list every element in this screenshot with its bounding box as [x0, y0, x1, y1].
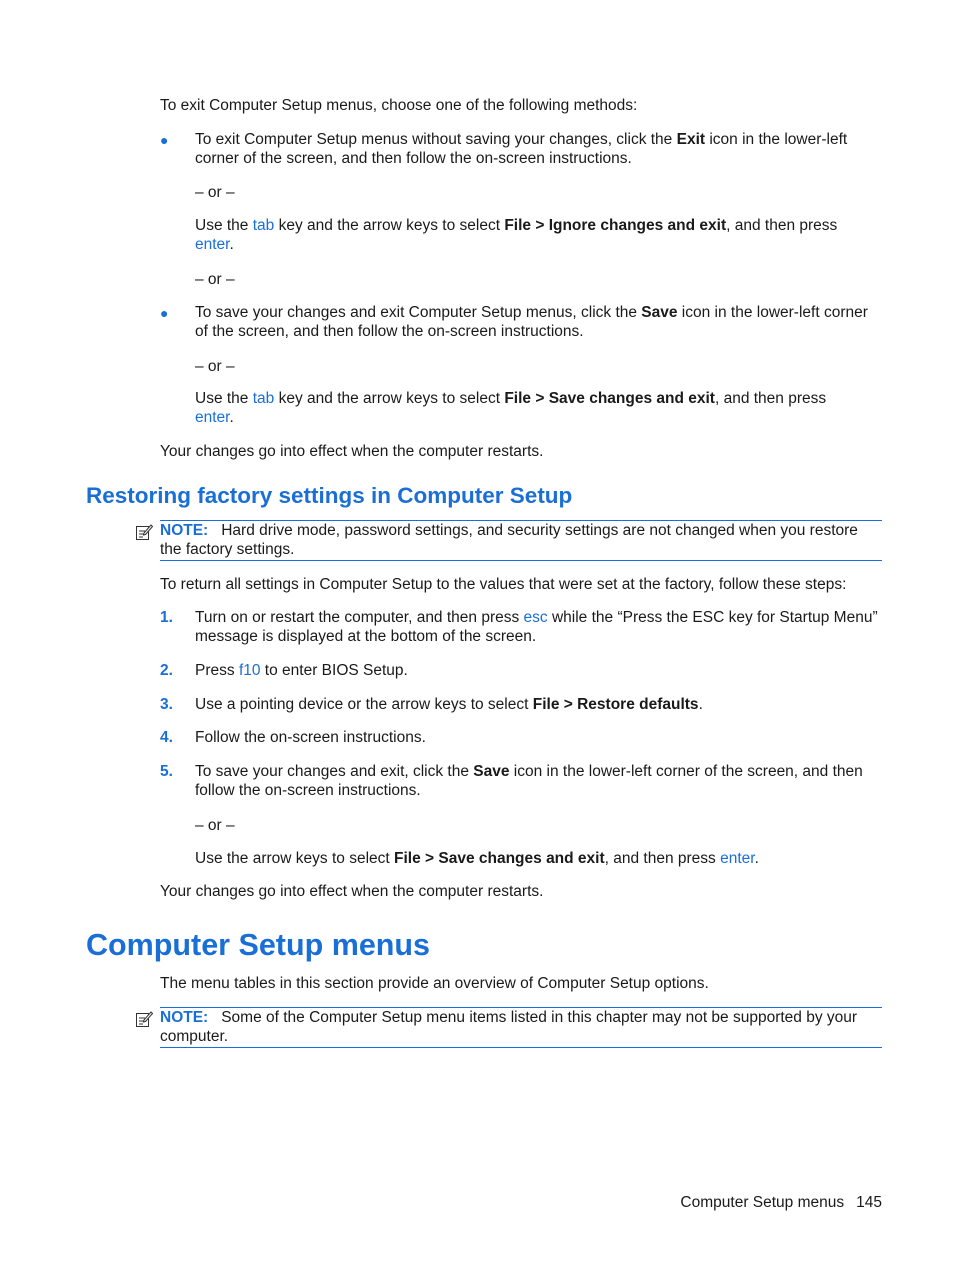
footer-title: Computer Setup menus [680, 1194, 845, 1211]
tab-key: tab [252, 217, 275, 234]
restore-intro: To return all settings in Computer Setup to the values that were set at the factory, follow these steps: [160, 576, 847, 593]
step-5-text: To save your changes and exit, click the Save icon in the lower-left corner of the screen, and then follow the on-screen instructions. [195, 763, 863, 799]
intro-text: To exit Computer Setup menus, choose one of the following methods: [160, 97, 638, 114]
note-label: NOTE: [160, 522, 209, 539]
step-4-text: Follow the on-screen instructions. [195, 729, 426, 746]
note-pencil-icon [135, 1010, 153, 1028]
step-2-text: Press f10 to enter BIOS Setup. [195, 662, 408, 679]
step-number: 4. [160, 729, 173, 746]
note-pencil-icon [135, 523, 153, 541]
section-heading-restore: Restoring factory settings in Computer Setup [86, 483, 573, 508]
tab-key: tab [252, 390, 275, 407]
note-bottom-rule [160, 560, 882, 561]
effect-text: Your changes go into effect when the computer restarts. [160, 443, 544, 460]
page-number: 145 [856, 1194, 882, 1211]
or-separator: – or – [195, 358, 235, 375]
step-3-text: Use a pointing device or the arrow keys to select File > Restore defaults. [195, 696, 703, 713]
note-label: NOTE: [160, 1009, 209, 1026]
step-number: 5. [160, 763, 173, 780]
f10-key: f10 [238, 662, 261, 679]
enter-key: enter [195, 236, 230, 253]
bullet-save-text: To save your changes and exit Computer Setup menus, click the Save icon in the lower-left corner of the screen, and then follow the on-screen instructions. [195, 304, 868, 340]
step-1-text: Turn on or restart the computer, and then press esc while the “Press the ESC key for Startup Menu” message is displayed at the bottom of the screen. [195, 609, 878, 645]
ignore-changes-text: Use the tab key and the arrow keys to select File > Ignore changes and exit, and then press enter. [195, 217, 838, 253]
enter-key: enter [195, 409, 230, 426]
note-bottom-rule [160, 1047, 882, 1048]
effect-text: Your changes go into effect when the computer restarts. [160, 883, 544, 900]
step-number: 1. [160, 609, 173, 626]
note-menus: NOTE: Some of the Computer Setup menu items listed in this chapter may not be supported by your computer. [160, 1009, 858, 1045]
bullet-exit-text: To exit Computer Setup menus without saving your changes, click the Exit icon in the lower-left corner of the screen, and then follow the on-screen instructions. [195, 131, 848, 167]
step-number: 3. [160, 696, 173, 713]
or-separator: – or – [195, 184, 235, 201]
menus-intro: The menu tables in this section provide an overview of Computer Setup options. [160, 975, 709, 992]
enter-key: enter [720, 850, 755, 867]
save-changes-text: Use the tab key and the arrow keys to select File > Save changes and exit, and then press enter. [195, 390, 827, 426]
bullet-icon: ● [160, 132, 169, 148]
or-separator: – or – [195, 271, 235, 288]
note-restore: NOTE: Hard drive mode, password settings, and security settings are not changed when you restore the factory settings. [160, 522, 858, 558]
section-heading-menus: Computer Setup menus [86, 928, 431, 962]
bullet-icon: ● [160, 305, 169, 321]
page-footer [680, 1193, 882, 1212]
esc-key: esc [523, 609, 548, 626]
step-5-alternative: Use the arrow keys to select File > Save changes and exit, and then press enter. [195, 850, 759, 867]
step-number: 2. [160, 662, 173, 679]
or-separator: – or – [195, 817, 235, 834]
